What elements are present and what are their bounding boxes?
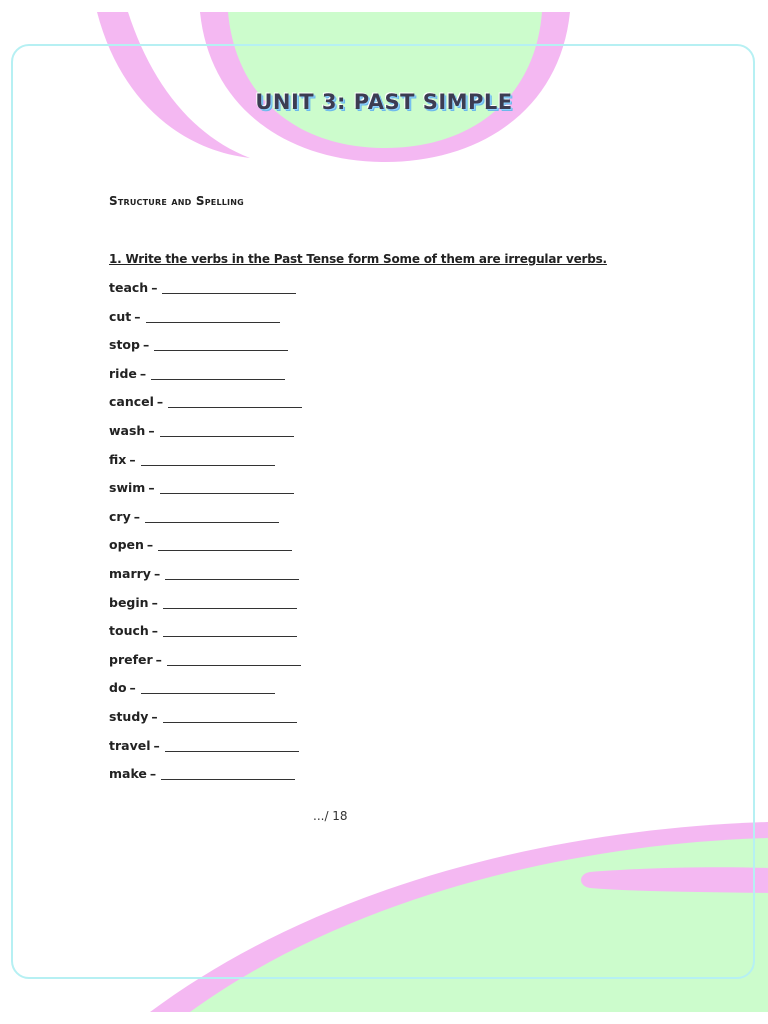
verb-word: swim <box>109 480 146 496</box>
answer-blank[interactable] <box>163 709 297 723</box>
dash: – <box>142 337 150 353</box>
dash: – <box>134 308 141 324</box>
verb-row <box>109 537 302 566</box>
answer-blank[interactable] <box>158 537 292 551</box>
dash: – <box>133 508 140 524</box>
dash: – <box>153 565 161 581</box>
verb-row <box>109 480 302 509</box>
answer-blank[interactable] <box>141 680 275 694</box>
answer-blank[interactable] <box>154 337 288 351</box>
dash: – <box>139 365 147 381</box>
verb-row <box>109 680 302 709</box>
verb-word: make <box>109 766 147 782</box>
dash: – <box>129 451 136 467</box>
verb-row <box>109 309 302 338</box>
dash: – <box>151 594 158 610</box>
verb-word: touch <box>109 623 149 639</box>
dash: – <box>151 708 158 724</box>
answer-blank[interactable] <box>151 366 285 380</box>
verb-word: cry <box>109 508 131 524</box>
exercise-instruction: 1. Write the verbs in the Past Tense form Some of them are irregular verbs. <box>109 252 607 266</box>
score-total: .../ 18 <box>313 809 348 823</box>
verb-word: study <box>109 708 149 724</box>
verb-row <box>109 366 302 395</box>
section-heading: Structure and Spelling <box>109 194 244 208</box>
verb-word: do <box>109 680 127 696</box>
dash: – <box>148 422 155 438</box>
dash: – <box>155 651 162 667</box>
answer-blank[interactable] <box>141 452 275 466</box>
answer-blank[interactable] <box>160 423 294 437</box>
verb-word: begin <box>109 594 149 610</box>
answer-blank[interactable] <box>167 652 301 666</box>
verb-word: fix <box>109 451 127 467</box>
answer-blank[interactable] <box>161 766 295 780</box>
dash: – <box>151 623 159 639</box>
verb-row <box>109 595 302 624</box>
verb-row <box>109 452 302 481</box>
verb-row <box>109 509 302 538</box>
verb-word: teach <box>109 280 149 295</box>
verb-row <box>109 709 302 738</box>
verb-row <box>109 394 302 423</box>
verb-row <box>109 337 302 366</box>
verb-row <box>109 280 302 309</box>
verb-row <box>109 423 302 452</box>
verb-word: travel <box>109 737 151 753</box>
verb-row <box>109 652 302 681</box>
answer-blank[interactable] <box>163 595 297 609</box>
verb-word: cancel <box>109 394 154 410</box>
verb-row <box>109 623 302 652</box>
answer-blank[interactable] <box>160 480 294 494</box>
page-title: UNIT 3: PAST SIMPLE <box>255 90 513 114</box>
dash: – <box>146 537 154 553</box>
answer-blank[interactable] <box>162 280 296 294</box>
verb-list <box>109 280 302 795</box>
verb-word: wash <box>109 422 146 438</box>
verb-row <box>109 766 302 795</box>
answer-blank[interactable] <box>168 394 302 408</box>
dash: – <box>156 394 164 410</box>
verb-row <box>109 566 302 595</box>
dash: – <box>149 766 157 782</box>
dash: – <box>129 680 136 696</box>
answer-blank[interactable] <box>145 509 279 523</box>
verb-word: stop <box>109 337 140 353</box>
dash: – <box>151 280 158 295</box>
verb-row <box>109 738 302 767</box>
verb-word: cut <box>109 308 132 324</box>
answer-blank[interactable] <box>165 738 299 752</box>
dash: – <box>153 737 160 753</box>
verb-word: open <box>109 537 144 553</box>
answer-blank[interactable] <box>165 566 299 580</box>
verb-word: marry <box>109 565 151 581</box>
verb-word: prefer <box>109 651 153 667</box>
answer-blank[interactable] <box>146 309 280 323</box>
answer-blank[interactable] <box>163 623 297 637</box>
dash: – <box>148 480 155 496</box>
verb-word: ride <box>109 365 137 381</box>
